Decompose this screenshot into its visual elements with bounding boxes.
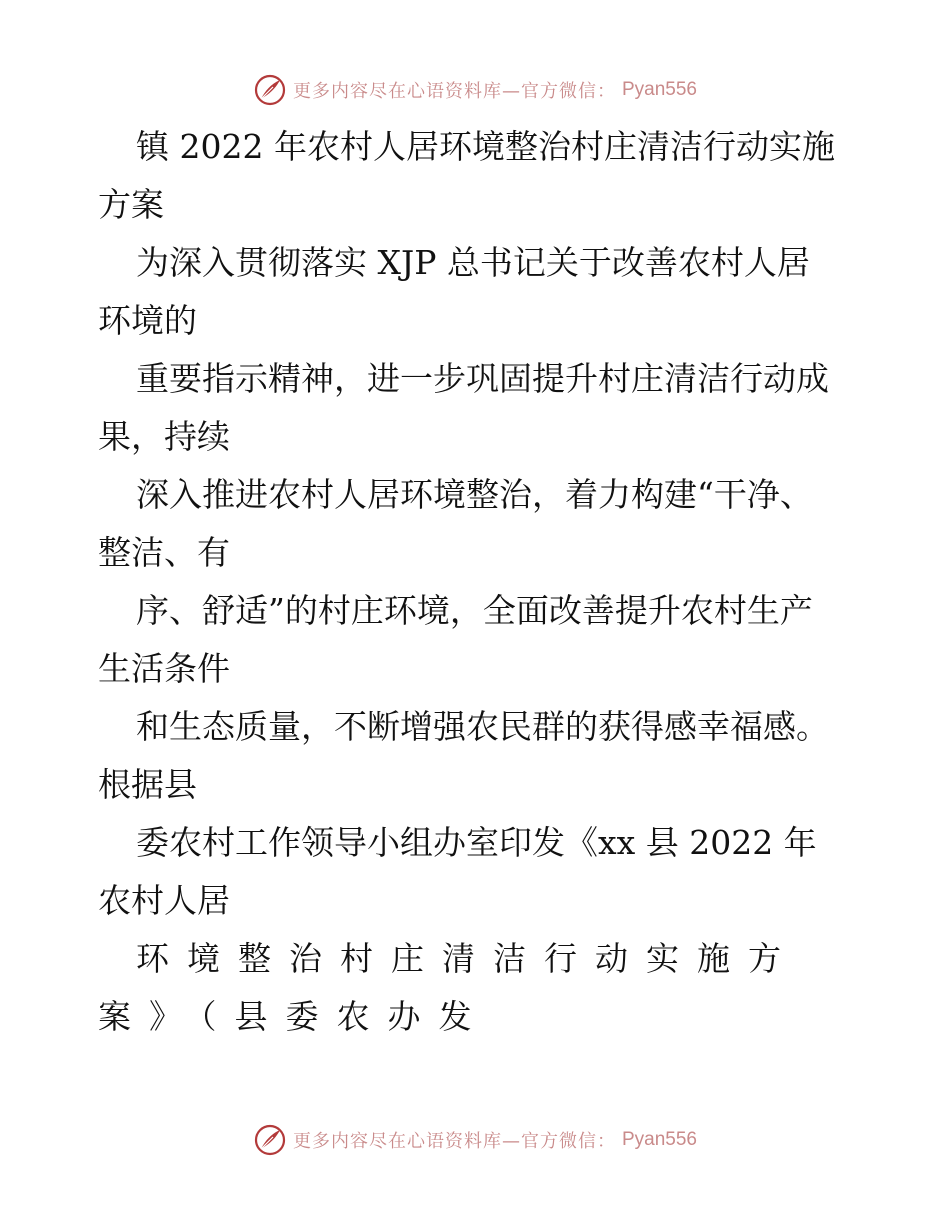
body-line-6: 果，持续: [98, 417, 230, 456]
body-line-1: 镇 2022 年农村人居环境整治村庄清洁行动实施: [136, 127, 835, 166]
feather-logo-icon: [253, 73, 287, 107]
body-line-10: 生活条件: [98, 649, 230, 688]
body-line-12: 根据县: [98, 765, 197, 804]
body-line-5: 重要指示精神，进一步巩固提升村庄清洁行动成: [136, 359, 829, 398]
body-line-9: 序、舒适”的村庄环境，全面改善提升农村生产: [136, 591, 813, 630]
body-line-14: 农村人居: [98, 881, 230, 920]
watermark-wechat-id: Pyan556: [621, 1129, 697, 1150]
body-line-8: 整洁、有: [98, 533, 230, 572]
watermark-wechat-id: Pyan556: [621, 79, 697, 100]
body-line-3: 为深入贯彻落实 XJP 总书记关于改善农村人居: [136, 243, 810, 282]
header-watermark: [0, 70, 950, 110]
body-line-2: 方案: [98, 185, 164, 224]
feather-logo-icon: [253, 1123, 287, 1157]
watermark-text: 更多内容尽在心语资料库—官方微信：: [292, 81, 616, 102]
body-line-15: 环境整治村庄清洁行动实施方: [136, 939, 799, 978]
watermark-text: 更多内容尽在心语资料库—官方微信：: [292, 1131, 616, 1152]
body-line-11: 和生态质量，不断增强农民群的获得感幸福感。: [136, 707, 829, 746]
body-line-16: 案》（县委农办发: [98, 997, 490, 1036]
body-line-13: 委农村工作领导小组办室印发《xx 县 2022 年: [136, 823, 817, 862]
footer-watermark: [0, 1120, 950, 1160]
document-body: [98, 118, 858, 1046]
body-line-4: 环境的: [98, 301, 197, 340]
body-line-7: 深入推进农村人居环境整治，着力构建“干净、: [136, 475, 813, 514]
